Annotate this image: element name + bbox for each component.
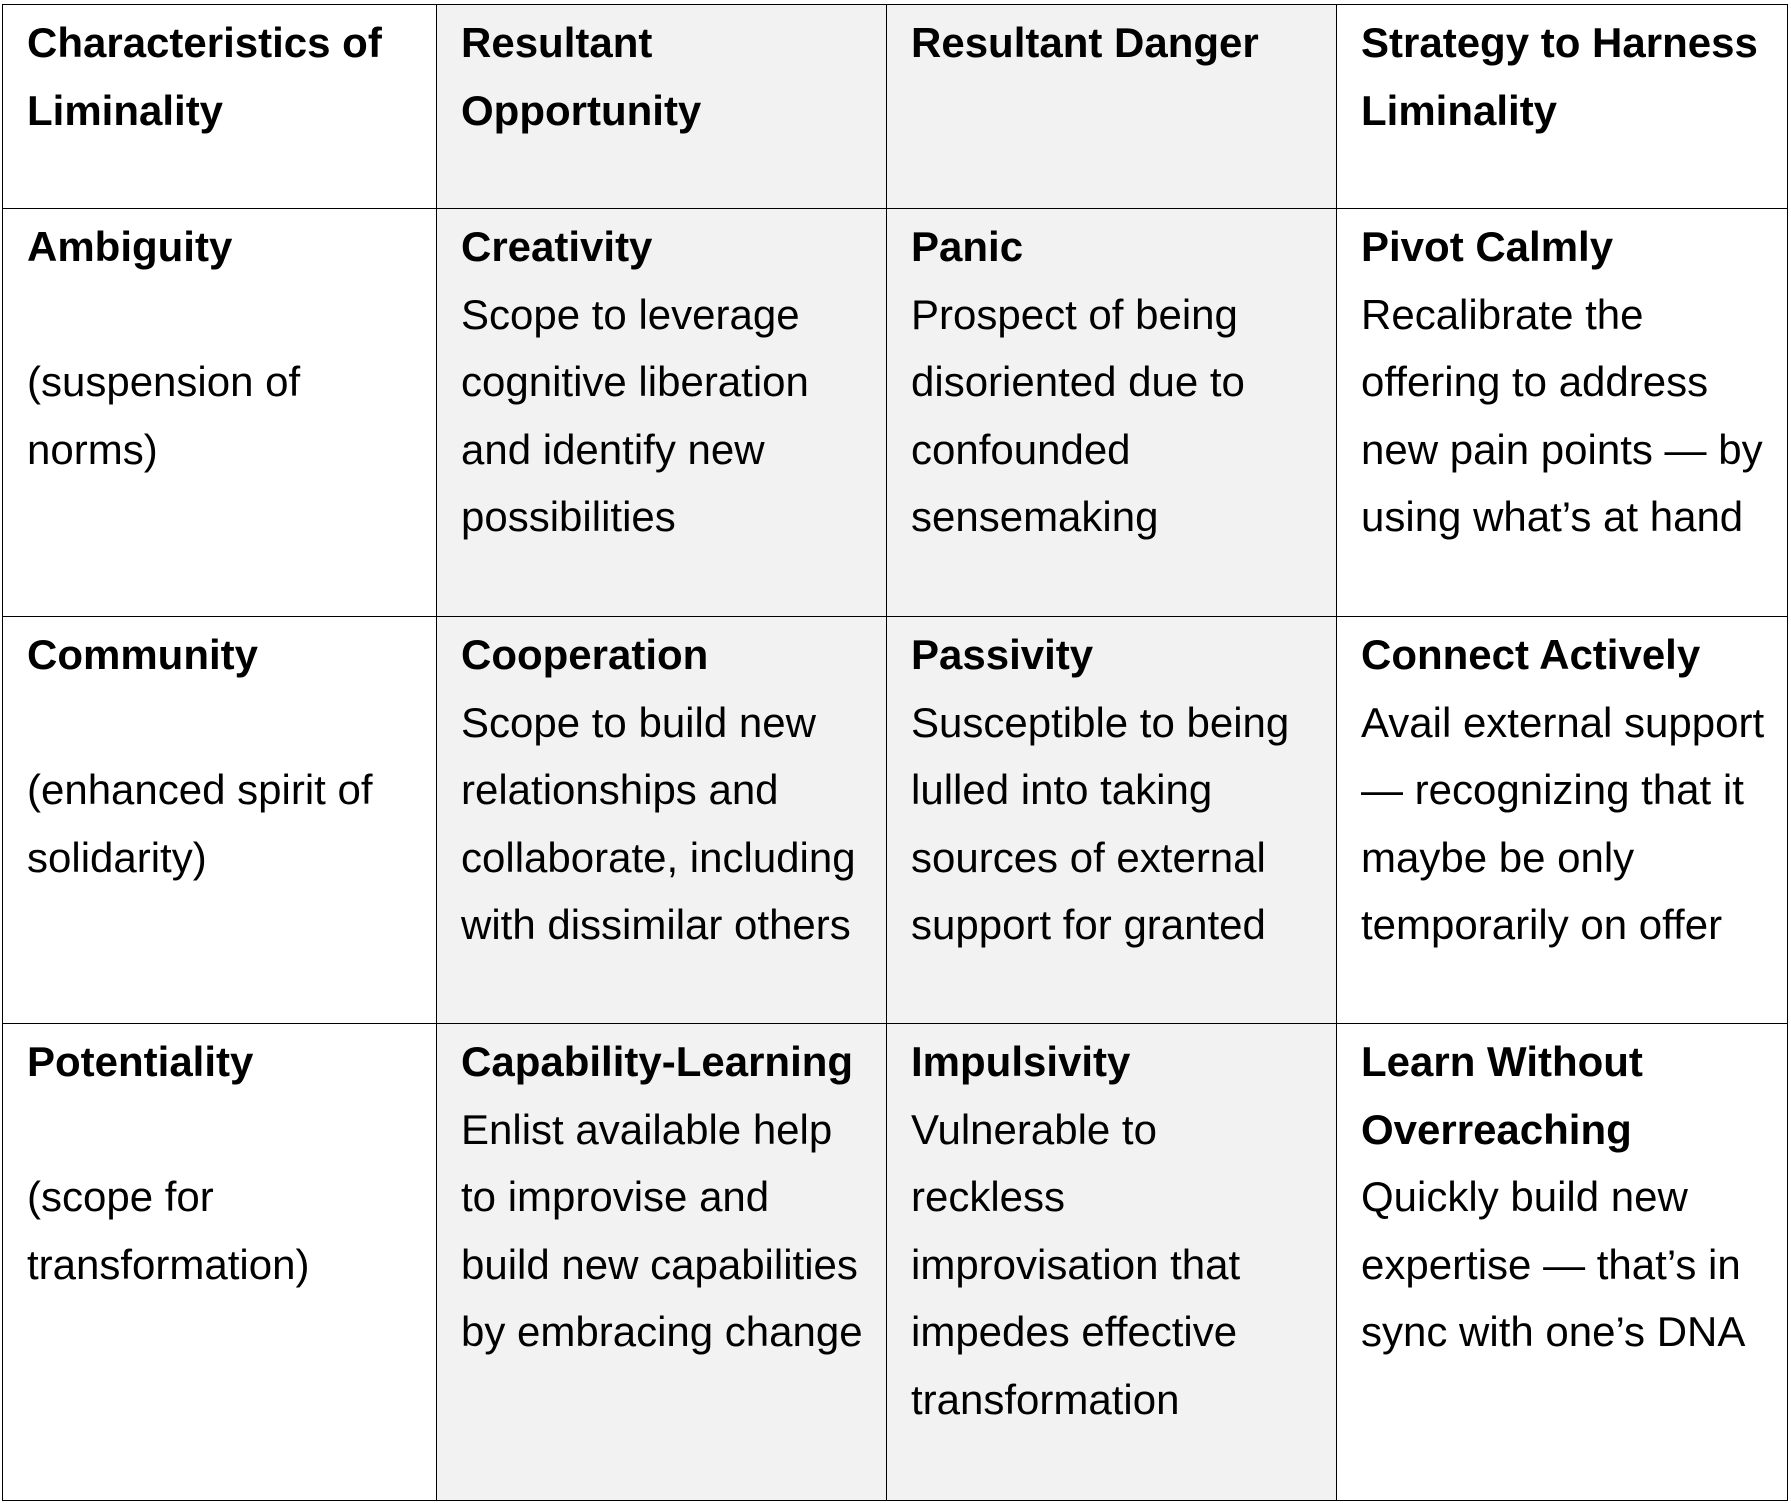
- characteristic-title: Community: [27, 631, 258, 678]
- opportunity-text: Enlist available help to improvise and build new capabilities by embracing change: [461, 1105, 863, 1355]
- header-row: [3, 5, 1788, 209]
- danger-text: Susceptible to being lulled into taking sources of external support for granted: [911, 698, 1290, 948]
- strategy-text: Quickly build new expertise — that’s in sync with one’s DNA: [1361, 1173, 1746, 1355]
- characteristic-title: Ambiguity: [27, 223, 233, 270]
- opportunity-cell: [437, 1024, 887, 1501]
- opportunity-title: Creativity: [461, 223, 653, 270]
- strategy-cell: [1337, 1024, 1788, 1501]
- strategy-cell: [1337, 209, 1788, 617]
- opportunity-title: Capability-Learning: [461, 1038, 854, 1085]
- liminality-table: [2, 4, 1788, 1501]
- cell-spacer: [27, 689, 416, 757]
- header-strategy: Strategy to Harness Liminality: [1337, 5, 1788, 209]
- characteristic-title: Potentiality: [27, 1038, 254, 1085]
- danger-cell: [887, 209, 1337, 617]
- table-row: [3, 617, 1788, 1024]
- opportunity-cell: [437, 209, 887, 617]
- opportunity-cell: [437, 617, 887, 1024]
- strategy-title: Learn Without Overreaching: [1361, 1038, 1643, 1153]
- danger-cell: [887, 1024, 1337, 1501]
- header-opportunity: Resultant Opportunity: [437, 5, 887, 209]
- strategy-title: Connect Actively: [1361, 631, 1701, 678]
- danger-title: Impulsivity: [911, 1038, 1131, 1085]
- strategy-text: Avail external support — recognizing that it maybe be only temporarily on offer: [1361, 698, 1765, 948]
- table-row: [3, 209, 1788, 617]
- strategy-text: Recalibrate the offering to address new pain points — by using what’s at hand: [1361, 290, 1763, 540]
- characteristic-cell: [3, 1024, 437, 1501]
- characteristic-cell: [3, 617, 437, 1024]
- danger-cell: [887, 617, 1337, 1024]
- strategy-title: Pivot Calmly: [1361, 223, 1614, 270]
- strategy-cell: [1337, 617, 1788, 1024]
- cell-spacer: [27, 1096, 416, 1164]
- header-characteristics: Characteristics of Liminality: [3, 5, 437, 209]
- danger-title: Passivity: [911, 631, 1094, 678]
- characteristic-cell: [3, 209, 437, 617]
- header-danger: Resultant Danger: [887, 5, 1337, 209]
- danger-title: Panic: [911, 223, 1024, 270]
- opportunity-text: Scope to build new relationships and collaborate, including with dissimilar others: [461, 698, 856, 948]
- characteristic-detail: (enhanced spirit of solidarity): [27, 766, 373, 881]
- opportunity-text: Scope to leverage cognitive liberation and identify new possibilities: [461, 290, 809, 540]
- danger-text: Prospect of being disoriented due to confounded sensemaking: [911, 290, 1245, 540]
- cell-spacer: [27, 281, 416, 349]
- table-row: [3, 1024, 1788, 1501]
- characteristic-detail: (scope for transformation): [27, 1173, 310, 1288]
- danger-text: Vulnerable to reckless improvisation that impedes effective transformation: [911, 1105, 1241, 1423]
- opportunity-title: Cooperation: [461, 631, 709, 678]
- characteristic-detail: (suspension of norms): [27, 358, 301, 473]
